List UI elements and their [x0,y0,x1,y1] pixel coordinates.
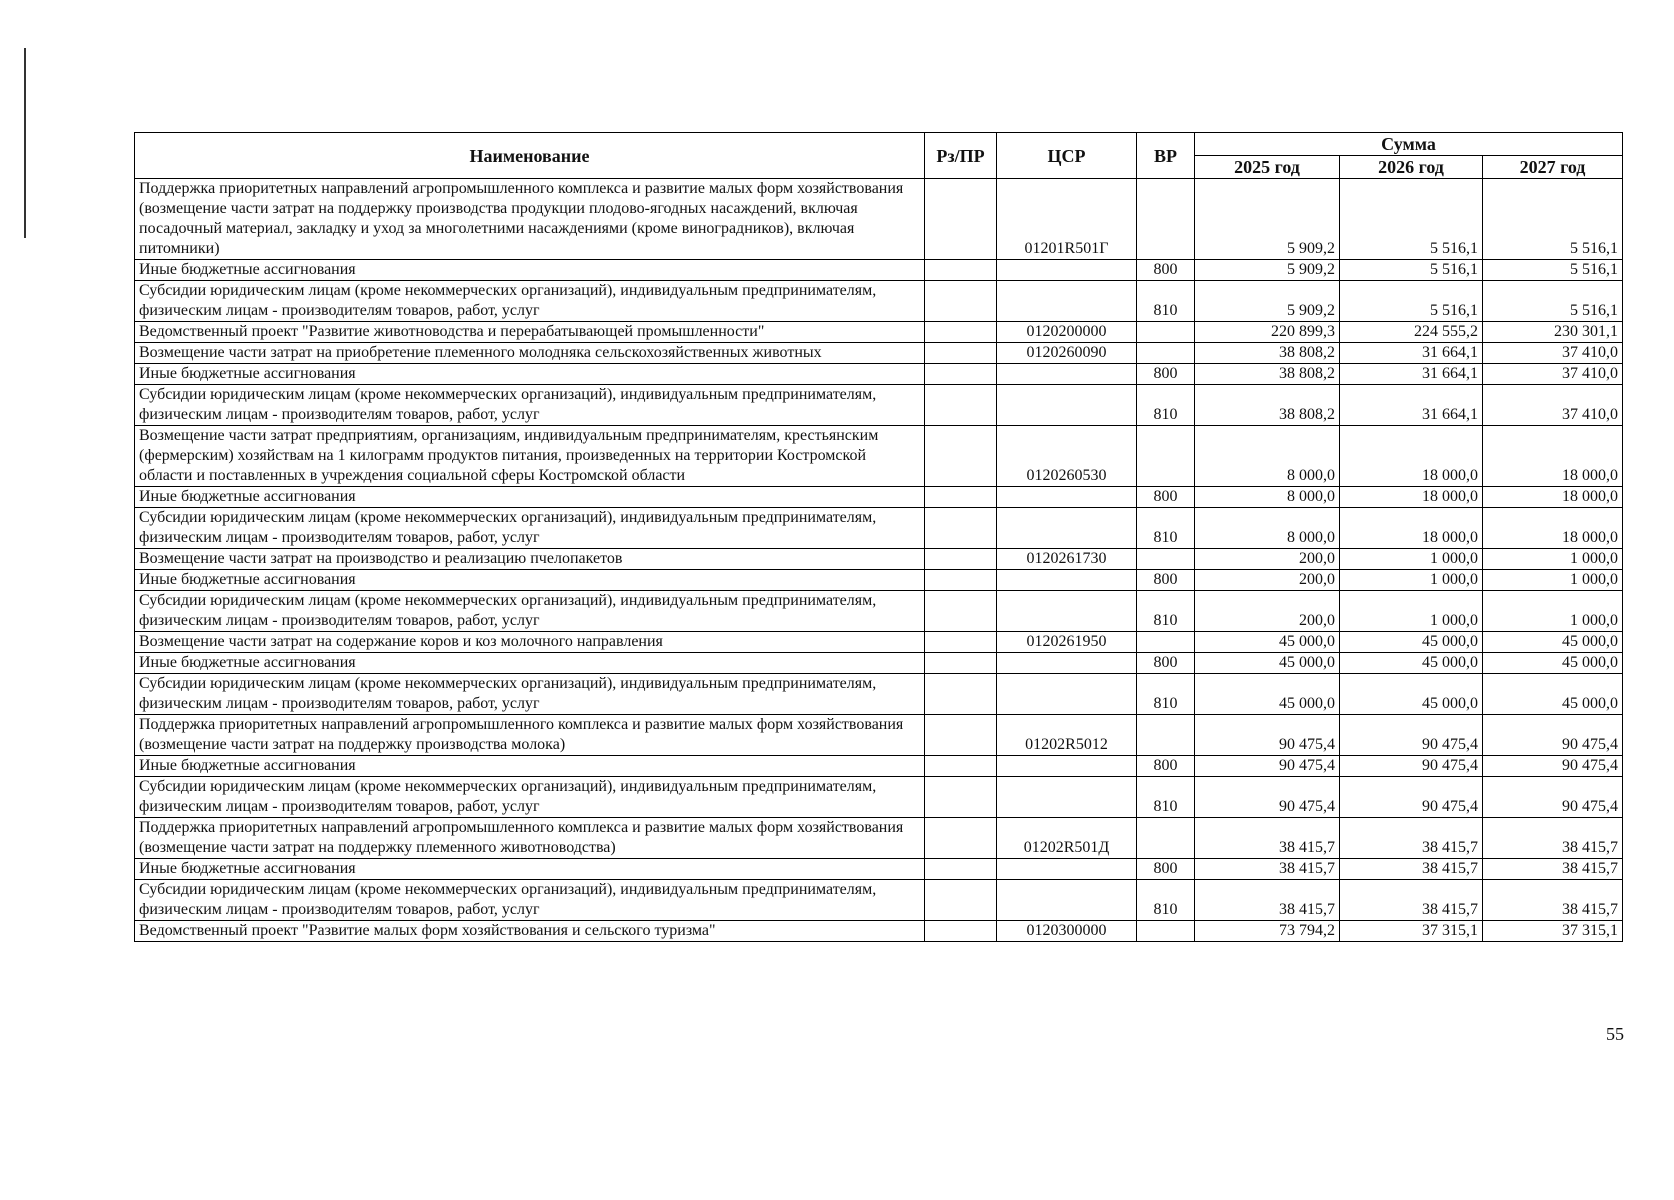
cell-2026: 18 000,0 [1340,487,1483,508]
cell-2026: 5 516,1 [1340,179,1483,260]
cell-csr: 0120260530 [997,426,1137,487]
header-sum: Сумма [1195,133,1623,156]
table-row [135,487,1623,508]
table-row [135,364,1623,385]
cell-vr [1137,921,1195,942]
cell-rzpr [925,921,997,942]
cell-csr: 01202R501Д [997,818,1137,859]
cell-2025: 45 000,0 [1195,653,1340,674]
cell-2027: 45 000,0 [1483,674,1623,715]
cell-vr: 800 [1137,570,1195,591]
cell-2026: 45 000,0 [1340,653,1483,674]
table-row [135,818,1623,859]
table-row [135,756,1623,777]
cell-rzpr [925,756,997,777]
cell-vr: 810 [1137,385,1195,426]
cell-name: Возмещение части затрат предприятиям, организациям, индивидуальным предпринимателям, крестьянским (фермерским) хозяйствам на 1 килограмм продуктов питания, произведенных на территории Костромской области и поставленных в учреждения социальной сферы Костромской области [135,426,925,487]
cell-2026: 1 000,0 [1340,591,1483,632]
cell-rzpr [925,385,997,426]
cell-2027: 5 516,1 [1483,260,1623,281]
cell-vr [1137,322,1195,343]
cell-2027: 90 475,4 [1483,777,1623,818]
cell-name: Ведомственный проект "Развитие животноводства и перерабатывающей промышленности" [135,322,925,343]
cell-2026: 45 000,0 [1340,674,1483,715]
cell-2027: 18 000,0 [1483,426,1623,487]
cell-csr: 0120260090 [997,343,1137,364]
cell-2027: 1 000,0 [1483,570,1623,591]
cell-vr [1137,179,1195,260]
cell-name: Иные бюджетные ассигнования [135,570,925,591]
cell-csr [997,674,1137,715]
cell-name: Ведомственный проект "Развитие малых форм хозяйствования и сельского туризма" [135,921,925,942]
cell-rzpr [925,859,997,880]
cell-2025: 38 415,7 [1195,880,1340,921]
cell-2025: 5 909,2 [1195,260,1340,281]
header-name: Наименование [135,133,925,179]
cell-vr: 810 [1137,508,1195,549]
cell-2026: 31 664,1 [1340,385,1483,426]
cell-2025: 90 475,4 [1195,715,1340,756]
cell-csr [997,653,1137,674]
cell-vr: 800 [1137,859,1195,880]
cell-csr [997,570,1137,591]
header-2027: 2027 год [1483,156,1623,179]
cell-name: Поддержка приоритетных направлений агропромышленного комплекса и развитие малых форм хозяйствования (возмещение части затрат на поддержку производства молока) [135,715,925,756]
cell-vr: 810 [1137,591,1195,632]
cell-2026: 38 415,7 [1340,880,1483,921]
cell-vr: 810 [1137,281,1195,322]
table-row [135,715,1623,756]
cell-2026: 90 475,4 [1340,715,1483,756]
cell-2026: 18 000,0 [1340,508,1483,549]
cell-csr: 0120300000 [997,921,1137,942]
table-row [135,570,1623,591]
cell-rzpr [925,632,997,653]
cell-2026: 38 415,7 [1340,859,1483,880]
cell-name: Иные бюджетные ассигнования [135,859,925,880]
cell-2027: 38 415,7 [1483,818,1623,859]
cell-name: Субсидии юридическим лицам (кроме некоммерческих организаций), индивидуальным предпринимателям, физическим лицам - производителям товаров, работ, услуг [135,591,925,632]
cell-2027: 90 475,4 [1483,715,1623,756]
cell-csr: 0120200000 [997,322,1137,343]
cell-2026: 45 000,0 [1340,632,1483,653]
cell-2027: 45 000,0 [1483,632,1623,653]
cell-csr: 01201R501Г [997,179,1137,260]
cell-name: Иные бюджетные ассигнования [135,487,925,508]
cell-2026: 18 000,0 [1340,426,1483,487]
cell-name: Иные бюджетные ассигнования [135,364,925,385]
cell-rzpr [925,674,997,715]
cell-name: Возмещение части затрат на приобретение племенного молодняка сельскохозяйственных животных [135,343,925,364]
budget-table [134,132,1623,942]
cell-2026: 1 000,0 [1340,570,1483,591]
cell-2025: 8 000,0 [1195,426,1340,487]
cell-name: Поддержка приоритетных направлений агропромышленного комплекса и развитие малых форм хозяйствования (возмещение части затрат на поддержку племенного животноводства) [135,818,925,859]
table-row [135,880,1623,921]
cell-csr [997,385,1137,426]
cell-2027: 37 315,1 [1483,921,1623,942]
table-row [135,343,1623,364]
cell-vr [1137,426,1195,487]
cell-2027: 5 516,1 [1483,281,1623,322]
cell-csr: 0120261730 [997,549,1137,570]
table-row [135,179,1623,260]
cell-2027: 18 000,0 [1483,508,1623,549]
cell-name: Субсидии юридическим лицам (кроме некоммерческих организаций), индивидуальным предпринимателям, физическим лицам - производителям товаров, работ, услуг [135,385,925,426]
cell-2026: 31 664,1 [1340,364,1483,385]
cell-vr [1137,549,1195,570]
cell-rzpr [925,591,997,632]
cell-vr: 800 [1137,653,1195,674]
cell-csr: 0120261950 [997,632,1137,653]
table-body [135,179,1623,942]
cell-rzpr [925,880,997,921]
cell-rzpr [925,487,997,508]
cell-2026: 31 664,1 [1340,343,1483,364]
cell-rzpr [925,508,997,549]
cell-name: Возмещение части затрат на производство и реализацию пчелопакетов [135,549,925,570]
header-row-top [135,133,1623,156]
cell-2025: 8 000,0 [1195,508,1340,549]
cell-name: Иные бюджетные ассигнования [135,756,925,777]
cell-2027: 37 410,0 [1483,385,1623,426]
cell-csr [997,777,1137,818]
cell-name: Субсидии юридическим лицам (кроме некоммерческих организаций), индивидуальным предпринимателям, физическим лицам - производителям товаров, работ, услуг [135,281,925,322]
cell-vr: 800 [1137,364,1195,385]
cell-csr [997,281,1137,322]
table-row [135,385,1623,426]
cell-2027: 5 516,1 [1483,179,1623,260]
cell-rzpr [925,260,997,281]
cell-2026: 224 555,2 [1340,322,1483,343]
cell-2027: 45 000,0 [1483,653,1623,674]
cell-name: Иные бюджетные ассигнования [135,260,925,281]
cell-2025: 90 475,4 [1195,756,1340,777]
cell-csr [997,364,1137,385]
cell-2027: 90 475,4 [1483,756,1623,777]
cell-csr [997,508,1137,549]
cell-2027: 230 301,1 [1483,322,1623,343]
cell-2025: 38 808,2 [1195,385,1340,426]
cell-vr [1137,343,1195,364]
cell-rzpr [925,570,997,591]
cell-2025: 5 909,2 [1195,281,1340,322]
cell-rzpr [925,179,997,260]
cell-2025: 38 415,7 [1195,859,1340,880]
header-csr: ЦСР [997,133,1137,179]
cell-csr [997,260,1137,281]
cell-rzpr [925,715,997,756]
cell-2025: 73 794,2 [1195,921,1340,942]
table-row [135,921,1623,942]
table-row [135,674,1623,715]
cell-rzpr [925,364,997,385]
table-row [135,591,1623,632]
cell-rzpr [925,818,997,859]
cell-2027: 1 000,0 [1483,591,1623,632]
cell-csr: 01202R5012 [997,715,1137,756]
cell-name: Субсидии юридическим лицам (кроме некоммерческих организаций), индивидуальным предпринимателям, физическим лицам - производителям товаров, работ, услуг [135,508,925,549]
cell-vr: 810 [1137,777,1195,818]
cell-2027: 38 415,7 [1483,859,1623,880]
cell-rzpr [925,549,997,570]
cell-vr: 810 [1137,674,1195,715]
cell-2025: 220 899,3 [1195,322,1340,343]
cell-rzpr [925,426,997,487]
cell-vr [1137,632,1195,653]
cell-name: Субсидии юридическим лицам (кроме некоммерческих организаций), индивидуальным предпринимателям, физическим лицам - производителям товаров, работ, услуг [135,674,925,715]
cell-rzpr [925,343,997,364]
cell-2025: 200,0 [1195,591,1340,632]
cell-2026: 90 475,4 [1340,777,1483,818]
cell-vr [1137,818,1195,859]
table-row [135,859,1623,880]
cell-2025: 200,0 [1195,549,1340,570]
cell-2025: 38 415,7 [1195,818,1340,859]
cell-name: Субсидии юридическим лицам (кроме некоммерческих организаций), индивидуальным предпринимателям, физическим лицам - производителям товаров, работ, услуг [135,880,925,921]
cell-csr [997,756,1137,777]
header-2026: 2026 год [1340,156,1483,179]
cell-2025: 8 000,0 [1195,487,1340,508]
cell-2026: 5 516,1 [1340,281,1483,322]
cell-2026: 90 475,4 [1340,756,1483,777]
cell-2025: 38 808,2 [1195,364,1340,385]
cell-rzpr [925,322,997,343]
cell-csr [997,591,1137,632]
cell-vr: 810 [1137,880,1195,921]
cell-2027: 18 000,0 [1483,487,1623,508]
header-rzpr: Рз/ПР [925,133,997,179]
cell-2027: 37 410,0 [1483,364,1623,385]
cell-vr: 800 [1137,756,1195,777]
cell-name: Иные бюджетные ассигнования [135,653,925,674]
cell-2026: 1 000,0 [1340,549,1483,570]
margin-line [24,48,26,238]
cell-vr: 800 [1137,260,1195,281]
page-number: 55 [1606,1024,1624,1044]
cell-csr [997,880,1137,921]
table-row [135,777,1623,818]
cell-csr [997,859,1137,880]
cell-2027: 1 000,0 [1483,549,1623,570]
table-row [135,549,1623,570]
cell-rzpr [925,777,997,818]
cell-2025: 90 475,4 [1195,777,1340,818]
cell-2026: 38 415,7 [1340,818,1483,859]
cell-rzpr [925,653,997,674]
table-row [135,260,1623,281]
cell-2027: 38 415,7 [1483,880,1623,921]
cell-name: Возмещение части затрат на содержание коров и коз молочного направления [135,632,925,653]
cell-2026: 5 516,1 [1340,260,1483,281]
cell-name: Поддержка приоритетных направлений агропромышленного комплекса и развитие малых форм хозяйствования (возмещение части затрат на поддержку производства продукции плодово-ягодных насаждений, включая посадочный материал, закладку и уход за многолетними насаждениями (кроме виноградников), включая питомники) [135,179,925,260]
cell-vr: 800 [1137,487,1195,508]
cell-2025: 45 000,0 [1195,632,1340,653]
cell-csr [997,487,1137,508]
cell-2025: 200,0 [1195,570,1340,591]
header-2025: 2025 год [1195,156,1340,179]
cell-2025: 45 000,0 [1195,674,1340,715]
cell-2025: 38 808,2 [1195,343,1340,364]
cell-rzpr [925,281,997,322]
table-row [135,653,1623,674]
table-row [135,281,1623,322]
cell-name: Субсидии юридическим лицам (кроме некоммерческих организаций), индивидуальным предпринимателям, физическим лицам - производителям товаров, работ, услуг [135,777,925,818]
cell-vr [1137,715,1195,756]
table-row [135,632,1623,653]
cell-2025: 5 909,2 [1195,179,1340,260]
table-row [135,322,1623,343]
header-vr: ВР [1137,133,1195,179]
table-row [135,508,1623,549]
table-row [135,426,1623,487]
cell-2027: 37 410,0 [1483,343,1623,364]
cell-2026: 37 315,1 [1340,921,1483,942]
